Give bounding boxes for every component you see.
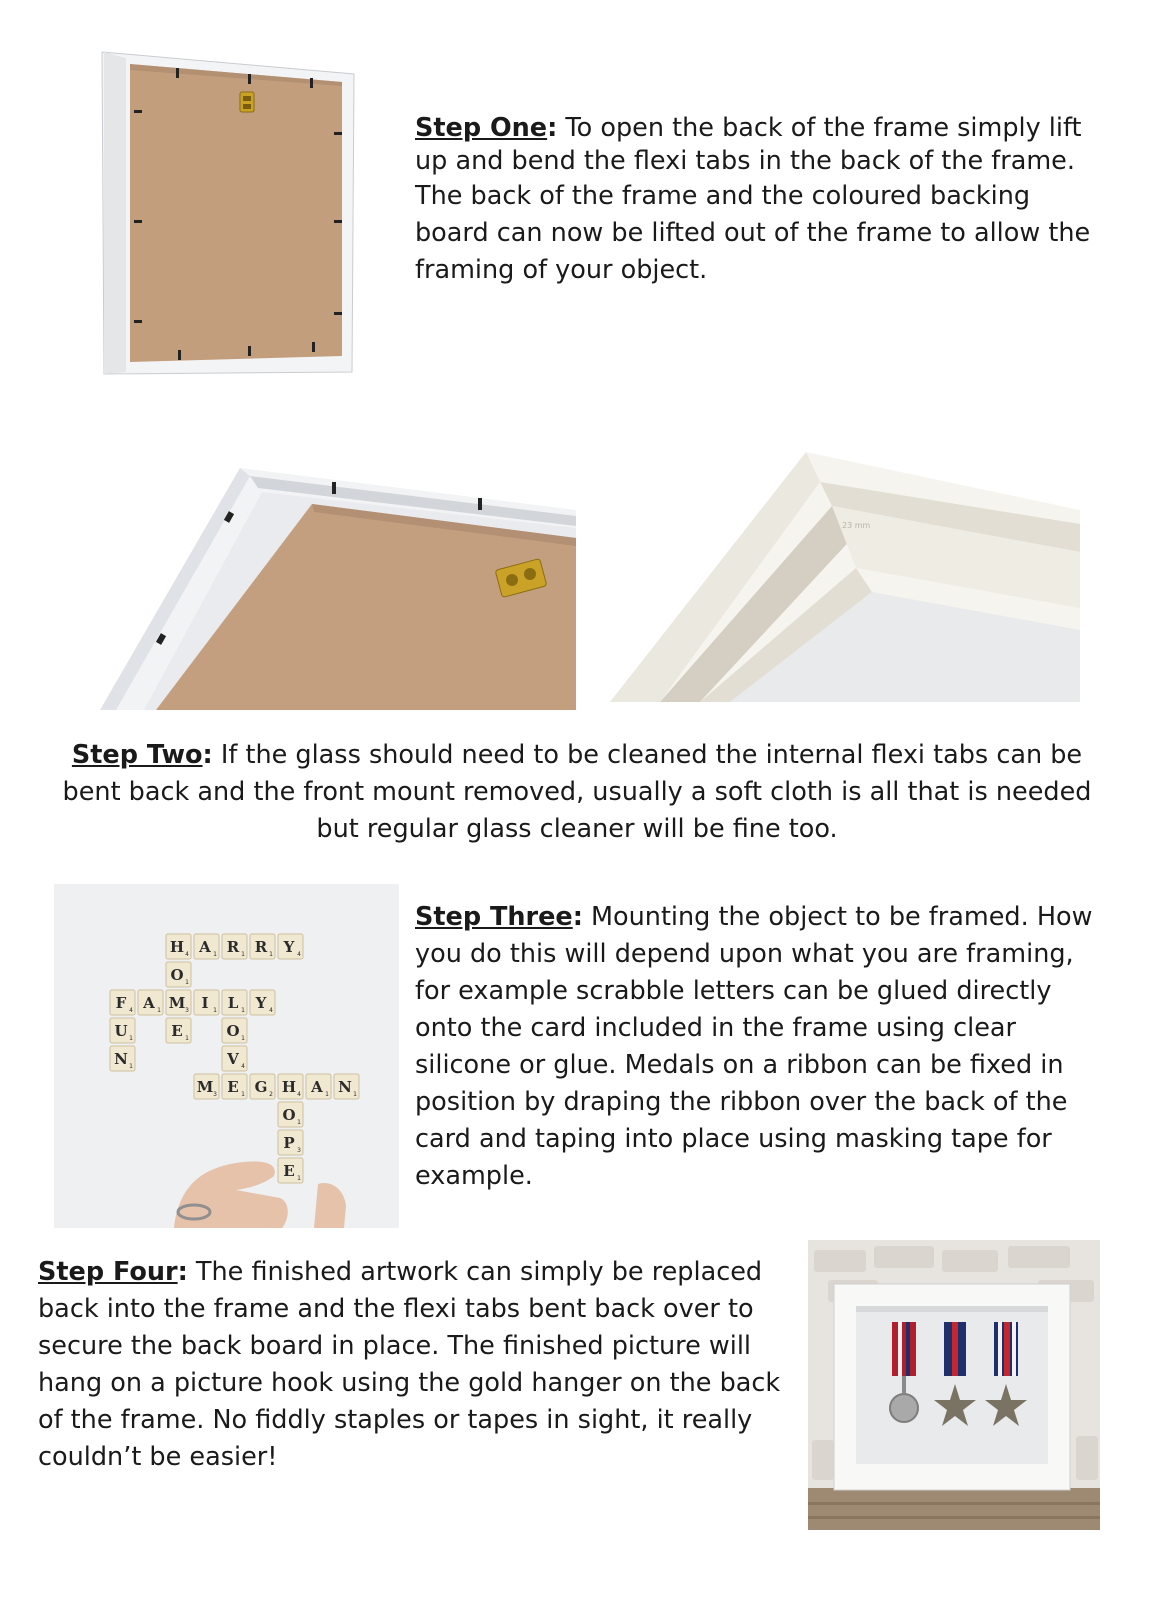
scrabble-tile bbox=[166, 934, 191, 959]
step-one-separator: : bbox=[547, 113, 558, 143]
scrabble-score: 1 bbox=[241, 1035, 245, 1042]
scrabble-letter: M bbox=[196, 1078, 214, 1096]
step-one-label: Step One bbox=[415, 113, 548, 143]
scrabble-photo bbox=[54, 884, 399, 1228]
scrabble-tile bbox=[110, 1018, 135, 1043]
scrabble-letter: F bbox=[115, 994, 127, 1012]
step-one-block bbox=[415, 112, 1105, 289]
scrabble-tile bbox=[166, 1018, 191, 1043]
scrabble-score: 1 bbox=[241, 951, 245, 958]
scrabble-letter: A bbox=[199, 938, 211, 956]
scrabble-letter: H bbox=[281, 1078, 297, 1096]
scrabble-score: 1 bbox=[297, 1119, 301, 1126]
scrabble-score: 4 bbox=[129, 1007, 133, 1014]
scrabble-letter: G bbox=[254, 1078, 268, 1096]
scrabble-tile bbox=[278, 1074, 303, 1099]
scrabble-tile bbox=[110, 990, 135, 1015]
step-three-label: Step Three bbox=[415, 902, 573, 932]
scrabble-letter: V bbox=[227, 1050, 239, 1068]
step-three-block bbox=[415, 899, 1115, 1195]
framed-medals-photo bbox=[808, 1240, 1100, 1530]
scrabble-score: 1 bbox=[185, 979, 189, 986]
scrabble-tile bbox=[166, 990, 191, 1015]
step-one-paragraph bbox=[415, 112, 1105, 178]
depth-measurement-label: 23 mm bbox=[842, 521, 871, 530]
scrabble-score: 1 bbox=[213, 1007, 217, 1014]
frame-front-corner-photo bbox=[610, 452, 1080, 702]
scrabble-letter: R bbox=[254, 938, 268, 956]
scrabble-letter: E bbox=[283, 1162, 295, 1180]
scrabble-tile bbox=[278, 1130, 303, 1155]
scrabble-letter: N bbox=[114, 1050, 128, 1068]
scrabble-tile bbox=[222, 990, 247, 1015]
scrabble-letter: O bbox=[282, 1106, 296, 1124]
scrabble-tile bbox=[138, 990, 163, 1015]
step-one-text-a: To open the back of the frame simply lift up and bend the flexi tabs in the back of the frame. bbox=[415, 113, 1082, 176]
scrabble-score: 1 bbox=[297, 1175, 301, 1182]
scrabble-score: 4 bbox=[241, 1063, 245, 1070]
scrabble-score: 4 bbox=[297, 1091, 301, 1098]
step-two-label: Step Two bbox=[71, 740, 203, 770]
scrabble-letter: E bbox=[171, 1022, 183, 1040]
scrabble-score: 1 bbox=[157, 1007, 161, 1014]
step-four-separator: : bbox=[177, 1257, 188, 1287]
scrabble-letter: E bbox=[227, 1078, 239, 1096]
scrabble-score: 3 bbox=[297, 1147, 301, 1154]
scrabble-tile bbox=[278, 1102, 303, 1127]
scrabble-tile bbox=[222, 1046, 247, 1071]
frame-back-photo bbox=[98, 50, 358, 378]
scrabble-tile bbox=[110, 1046, 135, 1071]
scrabble-letter: R bbox=[226, 938, 240, 956]
scrabble-tile bbox=[194, 934, 219, 959]
scrabble-letter: L bbox=[227, 994, 239, 1012]
step-one-text-b: The back of the frame and the coloured backing board can now be lifted out of the frame to allow the framing of your object. bbox=[415, 181, 1091, 285]
scrabble-letter: H bbox=[169, 938, 185, 956]
scrabble-tile bbox=[166, 962, 191, 987]
step-two-block bbox=[52, 737, 1102, 848]
scrabble-score: 1 bbox=[185, 1035, 189, 1042]
scrabble-tile bbox=[222, 1018, 247, 1043]
step-two-paragraph bbox=[52, 737, 1102, 848]
scrabble-score: 1 bbox=[129, 1063, 133, 1070]
scrabble-letter: O bbox=[170, 966, 184, 984]
scrabble-tile bbox=[334, 1074, 359, 1099]
scrabble-letter: N bbox=[338, 1078, 352, 1096]
scrabble-score: 1 bbox=[241, 1007, 245, 1014]
scrabble-score: 2 bbox=[269, 1091, 273, 1098]
scrabble-score: 4 bbox=[297, 951, 301, 958]
scrabble-tile bbox=[250, 934, 275, 959]
step-two-separator: : bbox=[202, 740, 213, 770]
frame-corner-board-photo bbox=[100, 466, 580, 714]
scrabble-score: 4 bbox=[185, 951, 189, 958]
scrabble-tile bbox=[194, 1074, 219, 1099]
scrabble-score: 1 bbox=[269, 951, 273, 958]
scrabble-score: 1 bbox=[325, 1091, 329, 1098]
scrabble-score: 1 bbox=[213, 951, 217, 958]
step-four-text: The finished artwork can simply be replaced back into the frame and the flexi tabs bent back over to secure the back board in place. The finished picture will hang on a picture hook using the gold hanger on the back of the frame. No fiddly staples or tapes in sight, it really couldn’t be easier! bbox=[38, 1257, 781, 1472]
scrabble-letter: M bbox=[168, 994, 186, 1012]
scrabble-letter: U bbox=[114, 1022, 128, 1040]
step-four-paragraph bbox=[38, 1254, 804, 1476]
scrabble-letter: A bbox=[143, 994, 155, 1012]
scrabble-letter: Y bbox=[255, 994, 267, 1012]
step-three-paragraph bbox=[415, 899, 1115, 1195]
scrabble-letter: O bbox=[226, 1022, 240, 1040]
step-three-separator: : bbox=[572, 902, 583, 932]
scrabble-tile bbox=[194, 990, 219, 1015]
scrabble-tile bbox=[222, 1074, 247, 1099]
step-four-label: Step Four bbox=[38, 1257, 178, 1287]
scrabble-letter: I bbox=[201, 994, 209, 1012]
scrabble-score: 1 bbox=[353, 1091, 357, 1098]
scrabble-score: 1 bbox=[241, 1091, 245, 1098]
scrabble-letter: Y bbox=[283, 938, 295, 956]
scrabble-tile bbox=[278, 1158, 303, 1183]
scrabble-score: 3 bbox=[185, 1007, 189, 1014]
scrabble-tile bbox=[278, 934, 303, 959]
scrabble-score: 4 bbox=[269, 1007, 273, 1014]
scrabble-tile bbox=[306, 1074, 331, 1099]
scrabble-score: 3 bbox=[213, 1091, 217, 1098]
scrabble-tile bbox=[250, 1074, 275, 1099]
step-two-text: If the glass should need to be cleaned the internal flexi tabs can be bent back and the front mount removed, usually a soft cloth is all that is needed but regular glass cleaner will be fine too. bbox=[62, 740, 1092, 844]
scrabble-letter: A bbox=[311, 1078, 323, 1096]
scrabble-score: 1 bbox=[129, 1035, 133, 1042]
step-three-text: Mounting the object to be framed. How you do this will depend upon what you are framing, for example scrabble letters can be glued directly onto the card included in the frame using clear silicone or glue. Medals on a ribbon can be fixed in position by draping the ribbon over the back of the card and taping into place using masking tape for example. bbox=[415, 902, 1093, 1191]
scrabble-tile bbox=[250, 990, 275, 1015]
step-four-block bbox=[38, 1254, 804, 1476]
scrabble-tile bbox=[222, 934, 247, 959]
scrabble-letter: P bbox=[283, 1134, 295, 1152]
